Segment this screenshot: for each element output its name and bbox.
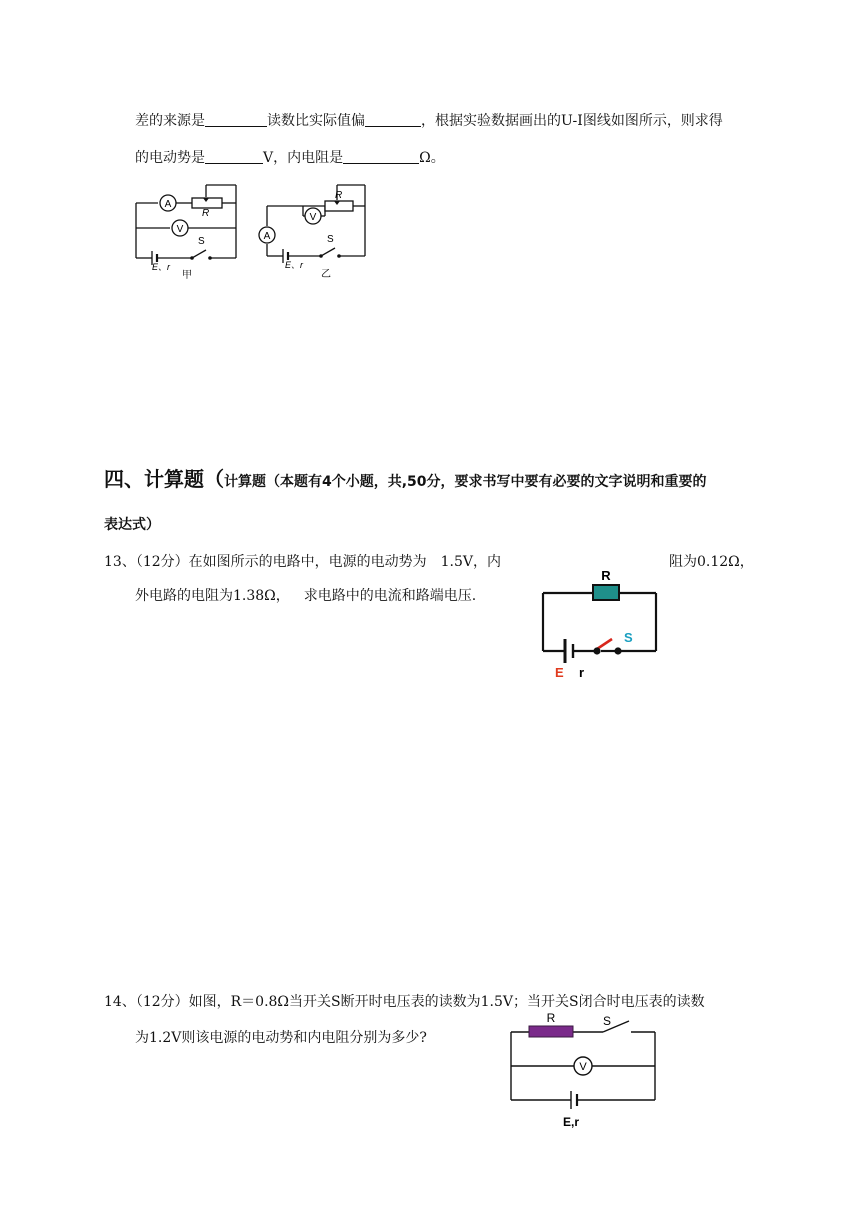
q13-text-b: 1.5V，内 [440,554,502,570]
source-label: E、r [285,260,304,270]
q12-text-d: 的电动势是 [135,150,205,166]
circuit-diagram-q13 [535,565,665,683]
q13-text-a: 13、（12分）在如图所示的电路中，电源的电动势为 [104,554,427,570]
circuit-diagram-yi [255,178,375,282]
ammeter-label: A [263,231,271,242]
figure-caption-jia: 甲 [182,270,192,281]
internal-resistance-label: r [579,665,585,680]
switch-label: S [198,236,205,247]
q12-text-b: 读数比实际值偏 [267,113,365,129]
resistor-icon [593,585,619,600]
emf-label: E [555,665,564,680]
switch-label: S [624,630,633,645]
q13-line1 [104,551,501,571]
source-label: E,r [563,1115,580,1129]
q14-line2: 为1.2V则该电源的电动势和内电阻分别为多少? [135,1030,427,1046]
q12-line2 [135,147,445,167]
resistor-label: R [601,568,611,583]
answer-blank [205,112,267,127]
q12-text-e: V，内电阻是 [263,150,344,166]
q14-line1: 14、（12分）如图，R＝0.8Ω当开关S断开时电压表的读数为1.5V；当开关S闭合时电压表的读数 [104,994,705,1010]
switch-label: S [603,1014,612,1028]
circuit-diagram-q14 [505,1006,665,1130]
q12-line1 [135,110,723,130]
q13-line1-end: 阻为0.12Ω， [669,554,754,570]
q13-line2 [135,585,476,605]
resistor-icon [529,1026,573,1037]
figure-caption-yi: 乙 [321,269,331,280]
source-label: E、r [152,262,171,272]
q12-text-f: Ω。 [419,150,445,166]
q13-text-d: 求电路中的电流和路端电压. [303,588,477,604]
q12-text-a: 差的来源是 [135,113,205,129]
switch-blade-icon [597,639,612,649]
section-note-line2: 表达式） [104,517,160,533]
circuit-diagram-jia [128,178,248,282]
resistor-label: R [546,1011,556,1025]
q13-text-c: 外电路的电阻为1.38Ω， [135,588,290,604]
section-paren: （ [204,467,224,491]
section-note: 计算题（本题有4个小题，共,50分，要求书写中要有必要的文字说明和重要的 [224,474,707,490]
answer-blank [205,149,263,164]
switch-label: S [327,234,334,245]
ammeter-label: A [164,199,172,210]
answer-blank [365,112,421,127]
voltmeter-label: V [309,212,317,223]
answer-blank [343,149,419,164]
section-heading [104,463,707,492]
rheostat-label: R [335,190,343,201]
q12-text-c: ，根据实验数据画出的U-I图线如图所示，则求得 [421,113,723,129]
voltmeter-label: V [176,224,184,235]
section-title: 四、计算题 [104,467,204,491]
rheostat-label: R [202,208,210,219]
voltmeter-label: V [579,1061,587,1073]
